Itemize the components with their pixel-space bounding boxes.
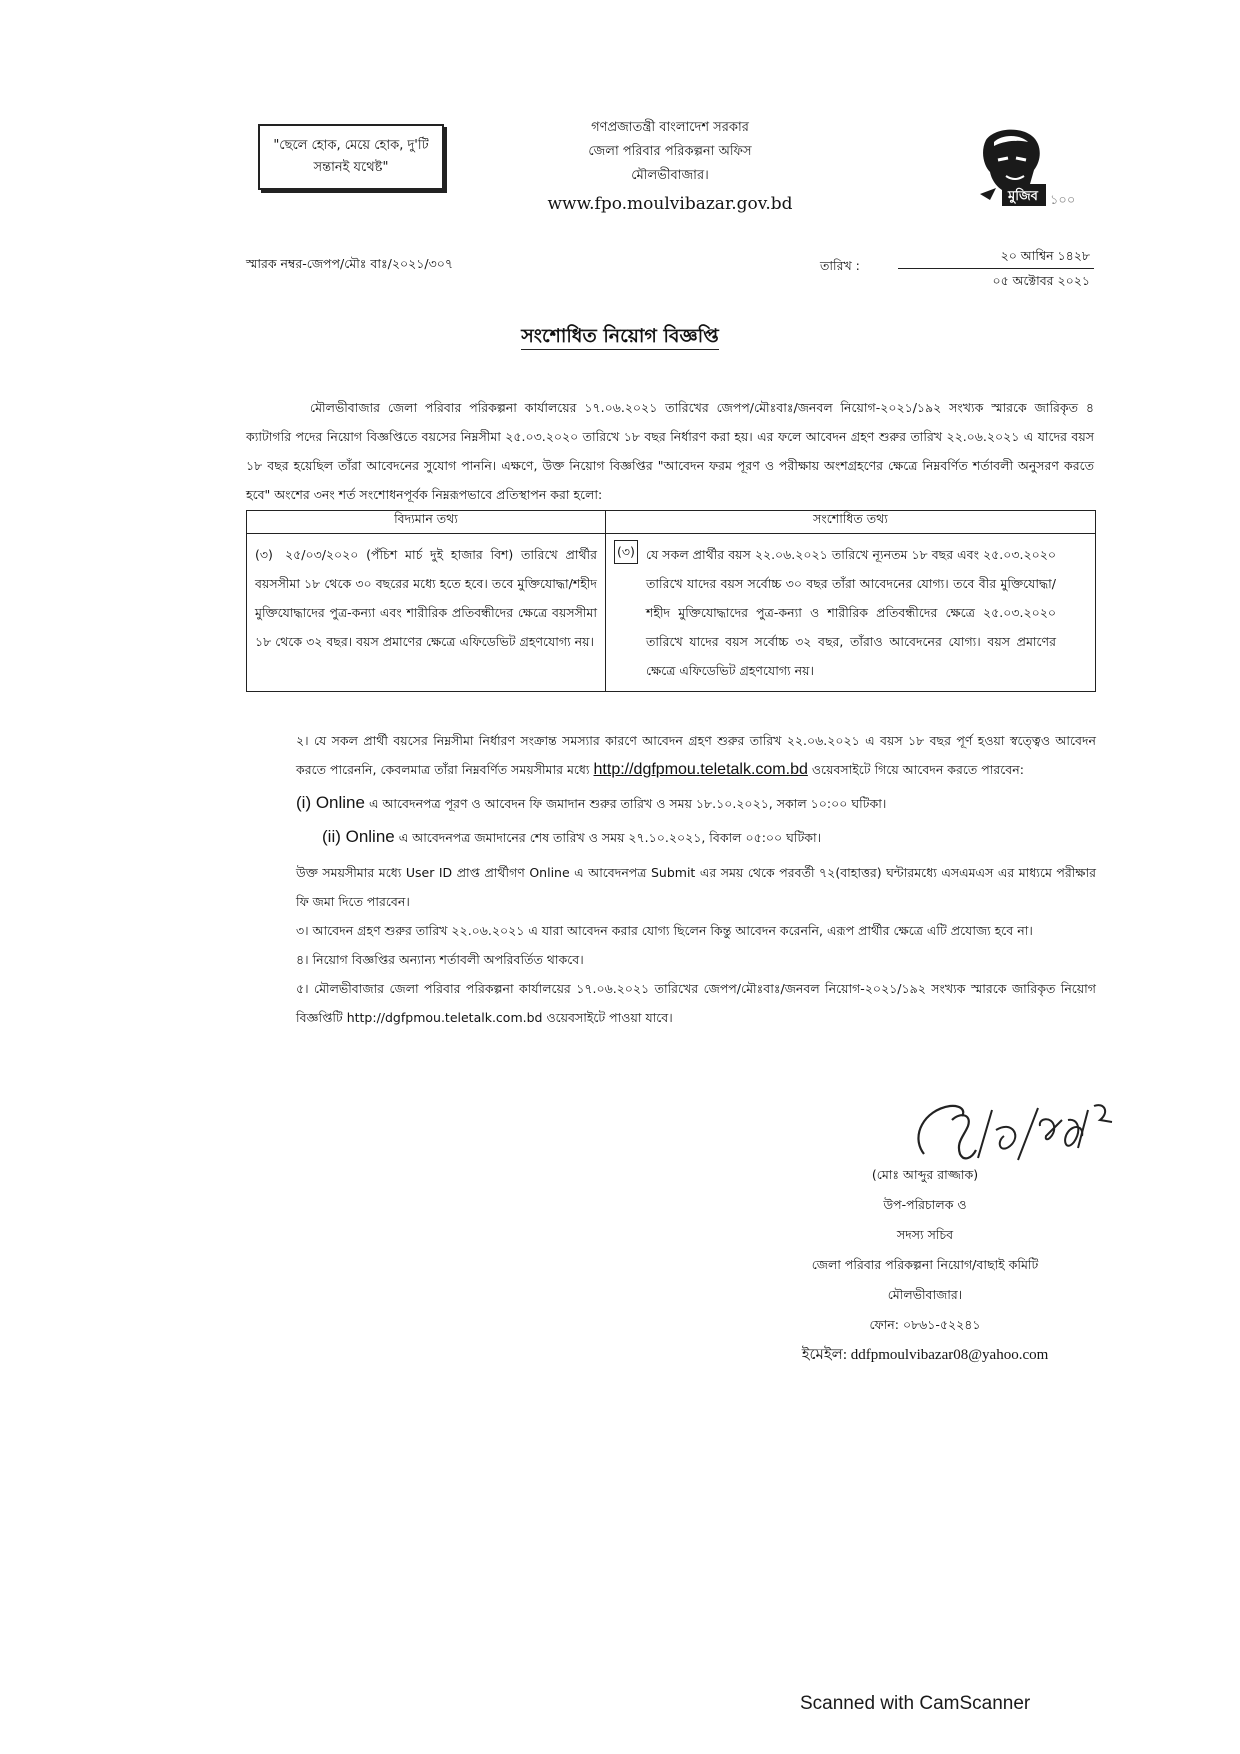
revised-text: যে সকল প্রার্থীর বয়স ২২.০৬.২০২১ তারিখে ন্যূনতম ১৮ বছর এবং ২৫.০৩.২০২০ তারিখে যাদের বয়স সর্বোচ্চ ৩০ বছর তাঁরা আবেদনের যোগ্য। তবে বীর মুক্তিযোদ্ধা/শহীদ মুক্তিযোদ্ধাদের পুত্র-কন্যা ও শারীরিক প্রতিবন্ধীদের ক্ষেত্রে ২৫.০৩.২০২০ তারিখে যাদের বয়স সর্বোচ্চ ৩২ বছর, তাঁরাও আবেদনের যোগ্য। বয়স প্রমাণের ক্ষেত্রে এফিডেভিট গ্রহণযোগ্য নয়।	[646, 547, 1056, 678]
sub-point-ii	[296, 822, 1096, 852]
svg-text:মুজিব: মুজিব	[1008, 189, 1038, 204]
signer-place: মৌলভীবাজার।	[887, 1287, 963, 1302]
signer-email[interactable]: ইমেইল: ddfpmoulvibazar08@yahoo.com	[801, 1347, 1049, 1363]
revised-cell	[606, 534, 1096, 692]
existing-cell	[247, 534, 606, 692]
mujib-borsho-logo-icon	[950, 122, 1080, 214]
existing-text: ২৫/০৩/২০২০ (পঁচিশ মার্চ দুই হাজার বিশ) তারিখে প্রার্থীর বয়সসীমা ১৮ থেকে ৩০ বছরের মধ্যে হতে হবে। তবে মুক্তিযোদ্ধা/শহীদ মুক্তিযোদ্ধাদের পুত্র-কন্যা এবং শারীরিক প্রতিবন্ধীদের ক্ষেত্রে বয়সসীমা ১৮ থেকে ৩২ বছর। বয়স প্রমাণের ক্ষেত্রে এফিডেভিট গ্রহণযোগ্য নয়।	[255, 547, 597, 649]
date-block	[898, 244, 1094, 293]
signer-committee: জেলা পরিবার পরিকল্পনা নিয়োগ/বাছাই কমিটি	[811, 1257, 1039, 1272]
signer-block	[760, 1160, 1090, 1370]
table-header-row	[247, 511, 1096, 534]
government-header	[520, 116, 820, 216]
notice-points	[296, 726, 1096, 1032]
date-english: ০৫ অক্টোবর ২০২১	[992, 273, 1090, 288]
point-4: ৪। নিয়োগ বিজ্ঞপ্তির অন্যান্য শর্তাবলী অপরিবর্তিত থাকবে।	[296, 952, 584, 967]
sms-note: উক্ত সময়সীমার মধ্যে User ID প্রাপ্ত প্রার্থীগণ Online এ আবেদনপত্র Submit এর সময় থেকে পরবর্তী ৭২(বাহাত্তর) ঘন্টারমধ্যে এসএমএস এর মাধ্যমে পরীক্ষার ফি জমা দিতে পারবেন।	[296, 865, 1096, 909]
existing-number: (৩)	[255, 547, 273, 562]
point-2	[296, 726, 1096, 784]
revised-number: (৩)	[614, 540, 638, 564]
teletalk-link[interactable]: http://dgfpmou.teletalk.com.bd	[593, 761, 808, 778]
sub-point-i-prefix: (i) Online	[296, 793, 365, 812]
signer-designation-1: উপ-পরিচালক ও	[883, 1197, 967, 1212]
sub-point-i	[296, 788, 1096, 818]
point-5: ৫। মৌলভীবাজার জেলা পরিবার পরিকল্পনা কার্যালয়ের ১৭.০৬.২০২১ তারিখের জেপপ/মৌঃবাঃ/জনবল নিয়োগ-২০২১/১৯২ সংখ্যক স্মারকে জারিকৃত নিয়োগ বিজ্ঞপ্তিটি http://dgfpmou.teletalk.com.bd ওয়েবসাইটে পাওয়া যাবে।	[296, 981, 1096, 1025]
intro-paragraph: মৌলভীবাজার জেলা পরিবার পরিকল্পনা কার্যালয়ের ১৭.০৬.২০২১ তারিখের জেপপ/মৌঃবাঃ/জনবল নিয়োগ-২০২১/১৯২ সংখ্যক স্মারকে জারিকৃত ৪ ক্যাটাগরি পদের নিয়োগ বিজ্ঞপ্তিতে বয়সের নিম্নসীমা ২৫.০৩.২০২০ তারিখে ১৮ বছর নির্ধারণ করা হয়। এর ফলে আবেদন গ্রহণ শুরুর তারিখ ২২.০৬.২০২১ এ যাদের বয়স ১৮ বছর হয়েছিল তাঁরা আবেদনের সুযোগ পাননি। এক্ষণে, উক্ত নিয়োগ বিজ্ঞপ্তির "আবেদন ফরম পূরণ ও পরীক্ষায় অংশগ্রহণের ক্ষেত্রে নিম্নবর্ণিত শর্তাবলী অনুসরণ করতে হবে" অংশের ৩নং শর্ত সংশোধনপূর্বক নিম্নরূপভাবে প্রতিস্থাপন করা হলো:	[246, 399, 1094, 502]
memo-number: স্মারক নম্বর-জেপপ/মৌঃ বাঃ/২০২১/৩০৭	[246, 256, 453, 271]
signer-designation-2: সদস্য সচিব	[896, 1227, 954, 1242]
comparison-table	[246, 510, 1096, 692]
signer-name: (মোঃ আব্দুর রাজ্জাক)	[871, 1167, 979, 1182]
svg-text:১০০: ১০০	[1050, 193, 1076, 208]
header-existing: বিদ্যমান তথ্য	[247, 511, 606, 534]
sub-point-ii-text: এ আবেদনপত্র জমাদানের শেষ তারিখ ও সময় ২৭.১০.২০২১, বিকাল ০৫:০০ ঘটিকা।	[398, 830, 822, 845]
sub-point-i-text: এ আবেদনপত্র পূরণ ও আবেদন ফি জমাদান শুরুর তারিখ ও সময় ১৮.১০.২০২১, সকাল ১০:০০ ঘটিকা।	[368, 796, 887, 811]
notice-title	[0, 322, 1240, 354]
gov-line-3: মৌলভীবাজার।	[631, 168, 709, 183]
sub-point-ii-prefix: (ii) Online	[322, 827, 395, 846]
date-bangla: ২০ আশ্বিন ১৪২৮	[898, 244, 1094, 269]
point-3: ৩। আবেদন গ্রহণ শুরুর তারিখ ২২.০৬.২০২১ এ যারা আবেদন করার যোগ্য ছিলেন কিন্তু আবেদন করেননি, এরূপ প্রার্থীর ক্ষেত্রে এটি প্রযোজ্য হবে না।	[296, 923, 1033, 938]
notice-title-text: সংশোধিত নিয়োগ বিজ্ঞপ্তি	[521, 325, 719, 350]
signer-phone: ফোন: ০৮৬১-৫২২৪১	[869, 1317, 981, 1332]
gov-line-1: গণপ্রজাতন্ত্রী বাংলাদেশ সরকার	[591, 120, 749, 135]
scanner-watermark: Scanned with CamScanner	[800, 1693, 1031, 1714]
gov-line-2: জেলা পরিবার পরিকল্পনা অফিস	[588, 144, 752, 159]
point-2-text: ২। যে সকল প্রার্থী বয়সের নিম্নসীমা নির্ধারণ সংক্রান্ত সমস্যার কারণে আবেদন গ্রহণ শুরুর তারিখ ২২.০৬.২০২১ এ বয়স ১৮ বছর পূর্ণ হওয়া স্বত্ত্বেও আবেদন করতে পারেননি, কেবলমাত্র তাঁরা নিম্নবর্ণিত সময়সীমার মধ্যে	[296, 733, 1096, 777]
table-row	[247, 534, 1096, 692]
point-2-tail: ওয়েবসাইটে গিয়ে আবেদন করতে পারবেন:	[811, 762, 1024, 777]
slogan-box: "ছেলে হোক, মেয়ে হোক, দু'টি সন্তানই যথেষ্ট"	[258, 124, 444, 190]
date-label: তারিখ :	[820, 258, 860, 273]
header-revised: সংশোধিত তথ্য	[606, 511, 1096, 534]
website-link[interactable]: www.fpo.moulvibazar.gov.bd	[547, 194, 793, 214]
